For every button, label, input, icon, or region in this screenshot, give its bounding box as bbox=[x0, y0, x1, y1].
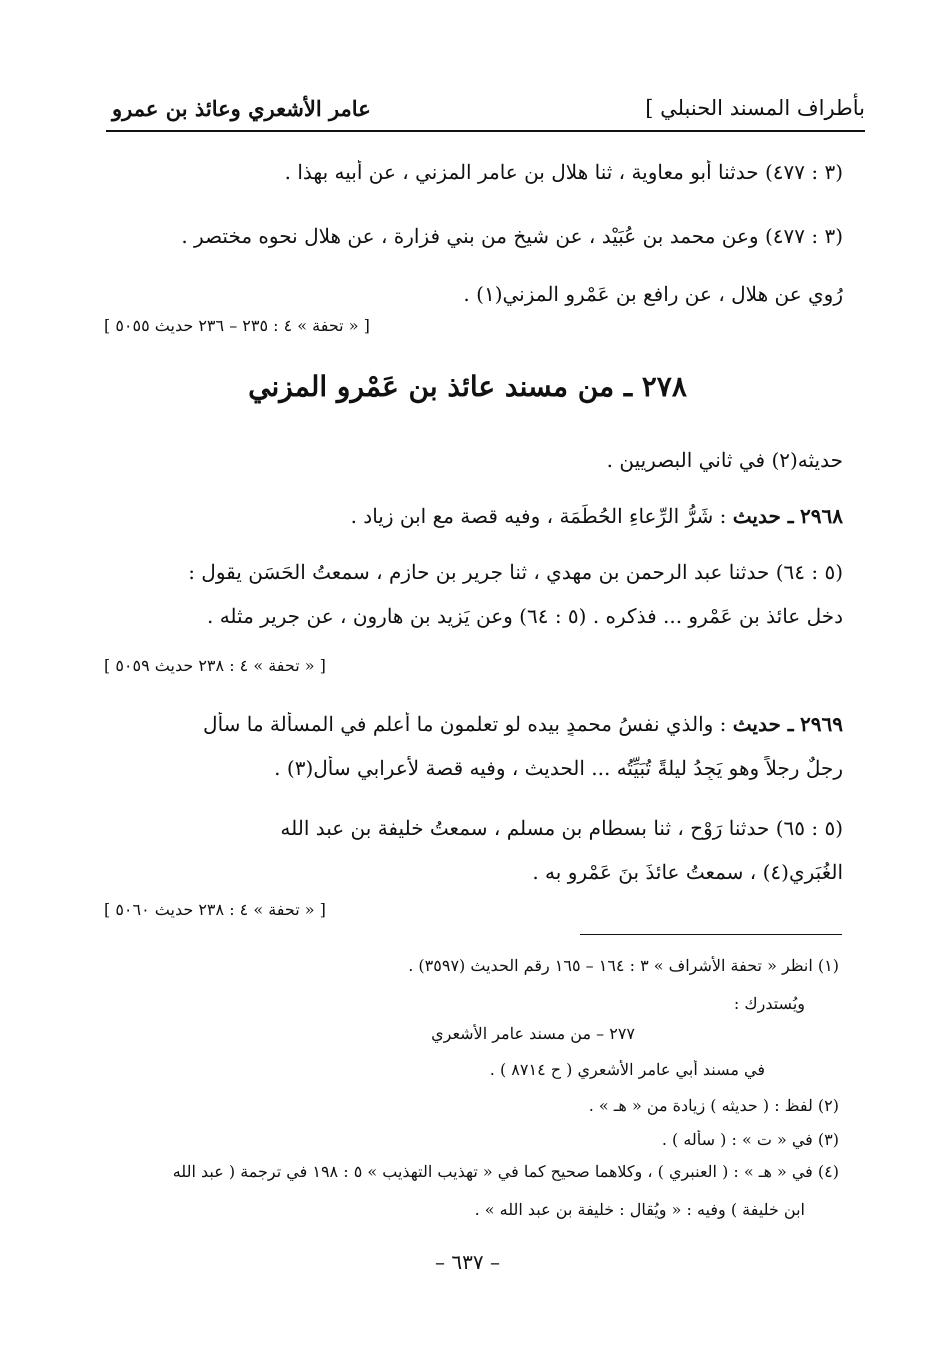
text-line: رُوي عن هلال ، عن رافع بن عَمْرو المزني(١) . bbox=[463, 282, 843, 306]
footnote: (١) انظر « تحفة الأشراف » ٣ : ١٦٤ – ١٦٥ رقم الحديث (٣٥٩٧) . bbox=[408, 956, 839, 975]
footnote: في مسند أبي عامر الأشعري ( ح ٨٧١٤ ) . bbox=[489, 1060, 765, 1079]
footnote: ٢٧٧ – من مسند عامر الأشعري bbox=[431, 1024, 635, 1043]
isnad-line: الغُبَرِي(٤) ، سمعتُ عائذَ بنَ عَمْرٍو به . bbox=[532, 860, 843, 884]
intro-line: حديثه(٢) في ثاني البصريين . bbox=[606, 448, 843, 472]
hadith-label: ـ حديث bbox=[732, 504, 794, 528]
tuhfa-reference: [ « تحفة » ٤ : ٢٣٨ حديث ٥٠٥٩ ] bbox=[104, 656, 326, 675]
running-header-left: عامر الأشعري وعائذ بن عمرو bbox=[112, 96, 371, 121]
footnote: (٤) في « هـ » : ( العنبري ) ، وكلاهما صحيح كما في « تهذيب التهذيب » ٥ : ١٩٨ في ترجمة ( عبد الله bbox=[172, 1162, 839, 1181]
hadith-number: ٢٩٦٨ bbox=[800, 504, 843, 528]
tuhfa-reference: [ « تحفة » ٤ : ٢٣٨ حديث ٥٠٦٠ ] bbox=[104, 900, 326, 919]
page-number: – ٦٣٧ – bbox=[435, 1250, 500, 1274]
footnote: ابن خليفة ) وفيه : « ويُقال : خليفة بن عبد الله » . bbox=[474, 1200, 805, 1219]
hadith-2968-line bbox=[96, 504, 843, 528]
hadith-2969-line bbox=[96, 712, 843, 736]
hadith-text: : والذي نفسُ محمدٍ بيده لو تعلمون ما أعلم في المسألة ما سأل bbox=[203, 712, 727, 736]
footnote-rule bbox=[580, 934, 842, 935]
tuhfa-reference: [ « تحفة » ٤ : ٢٣٥ – ٢٣٦ حديث ٥٠٥٥ ] bbox=[104, 316, 370, 335]
running-header-right: بأطراف المسند الحنبلي ] bbox=[645, 96, 865, 120]
isnad-line: دخل عائذ بن عَمْرو ... فذكره . (٥ : ٦٤) وعن يَزِيد بن هارون ، عن جرير مثله . bbox=[206, 604, 843, 628]
footnote: ويُستدرك : bbox=[733, 994, 805, 1013]
hadith-text-line: رجلٌ رجلاً وهو يَجِدُ ليلةً تُبَيِّتُه ... الحديث ، وفيه قصة لأعرابي سأل(٣) . bbox=[274, 756, 843, 780]
hadith-text: : شَرُّ الرِّعاءِ الحُطَمَة ، وفيه قصة مع ابن زياد . bbox=[350, 504, 727, 528]
section-title: ٢٧٨ ـ من مسند عائذ بن عَمْرو المزني bbox=[248, 370, 687, 403]
isnad-line: (٥ : ٦٤) حدثنا عبد الرحمن بن مهدي ، ثنا جرير بن حازم ، سمعتُ الحَسَن يقول : bbox=[188, 560, 843, 584]
text-line: (٣ : ٤٧٧) حدثنا أبو معاوية ، ثنا هلال بن عامر المزني ، عن أبيه بهذا . bbox=[284, 160, 843, 184]
isnad-line: (٥ : ٦٥) حدثنا رَوْح ، ثنا بسطام بن مسلم ، سمعتُ خليفة بن عبد الله bbox=[280, 816, 843, 840]
header-rule bbox=[106, 130, 865, 132]
footnote: (٣) في « ت » : ( سأله ) . bbox=[661, 1130, 839, 1149]
footnote: (٢) لفظ : ( حديثه ) زيادة من « هـ » . bbox=[588, 1096, 839, 1115]
hadith-label: ـ حديث bbox=[732, 712, 794, 736]
text-line: (٣ : ٤٧٧) وعن محمد بن عُبَيْد ، عن شيخ من بني فزارة ، عن هلال نحوه مختصر . bbox=[181, 224, 843, 248]
hadith-number: ٢٩٦٩ bbox=[800, 712, 843, 736]
